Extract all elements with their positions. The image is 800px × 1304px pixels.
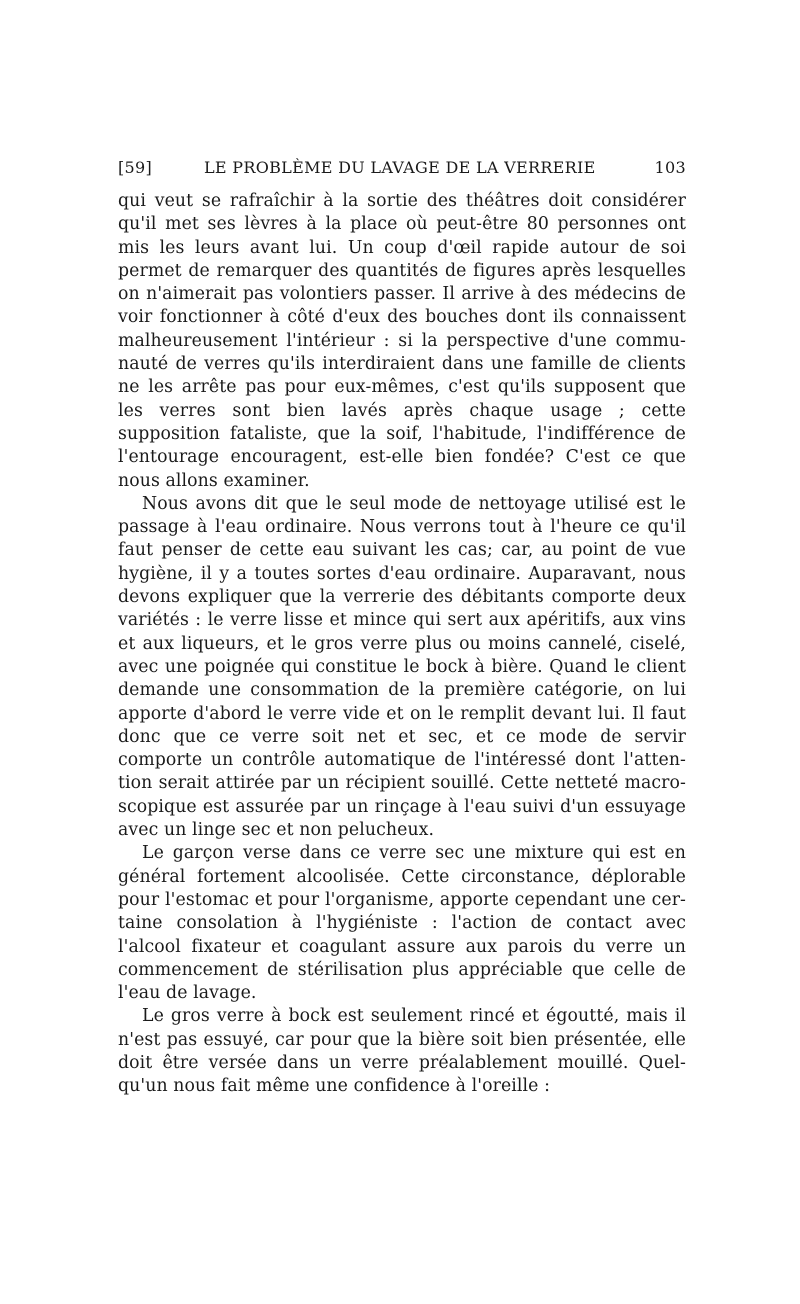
running-title: LE PROBLÈME DU LAVAGE DE LA VERRERIE — [204, 158, 596, 177]
paragraph-continued: qui veut se rafraîchir à la sortie des théâtres doit considérer qu'il met ses lèvres à la place où peut-être 80 personnes ont mis les leurs avant lui. Un coup d'œil rapide autour de soi permet de remarquer des quantités de figures après lesquelles on n'aimerait pas volontiers passer. Il arrive à des médecins de voir fonctionner à côté d'eux des bouches dont ils connaissent malheureusement l'intérieur : si la perspective d'une commu-nauté de verres qu'ils interdiraient dans une famille de clients ne les arrête pas pour eux-mêmes, c'est qu'ils supposent que les verres sont bien lavés après chaque usage ; cette supposition fataliste, que la soif, l'habitude, l'indifférence de l'entourage encouragent, est-elle bien fondée? C'est ce que nous allons examiner. — [118, 191, 686, 491]
page-number: 103 — [654, 158, 686, 177]
paragraph: Nous avons dit que le seul mode de nettoyage utilisé est le passage à l'eau ordinaire. Nous verrons tout à l'heure ce qu'il faut penser de cette eau suivant les cas; car, au point de vue hygiène, il y a toutes sortes d'eau ordinaire. Auparavant, nous devons expliquer que la verrerie des débitants comporte deux variétés : le verre lisse et mince qui sert aux apéritifs, aux vins et aux liqueurs, et le gros verre plus ou moins cannelé, ciselé, avec une poignée qui constitue le bock à bière. Quand le client demande une consommation de la première catégorie, on lui apporte d'abord le verre vide et on le remplit devant lui. Il faut donc que ce verre soit net et sec, et ce mode de servir comporte un contrôle automatique de l'intéressé dont l'atten-tion serait attirée par un récipient souillé. Cette netteté macro-scopique est assurée par un rinçage à l'eau suivi d'un essuyage avec un linge sec et non pelucheux. — [118, 493, 686, 841]
running-head — [118, 158, 686, 182]
paragraph: Le garçon verse dans ce verre sec une mixture qui est en général fortement alcoolisée. Cette circonstance, déplorable pour l'estomac et pour l'organisme, apporte cependant une cer-taine consolation à l'hygiéniste : l'action de contact avec l'alcool fixateur et coagulant assure aux parois du verre un commencement de stérilisation plus appréciable que celle de l'eau de lavage. — [118, 843, 686, 1004]
body-text — [118, 190, 686, 1099]
section-number: [59] — [118, 158, 153, 177]
paragraph: Le gros verre à bock est seulement rincé et égoutté, mais il n'est pas essuyé, car pour que la bière soit bien présentée, elle doit être versée dans un verre préalablement mouillé. Quel-qu'un nous fait même une confidence à l'oreille : — [118, 1006, 686, 1097]
